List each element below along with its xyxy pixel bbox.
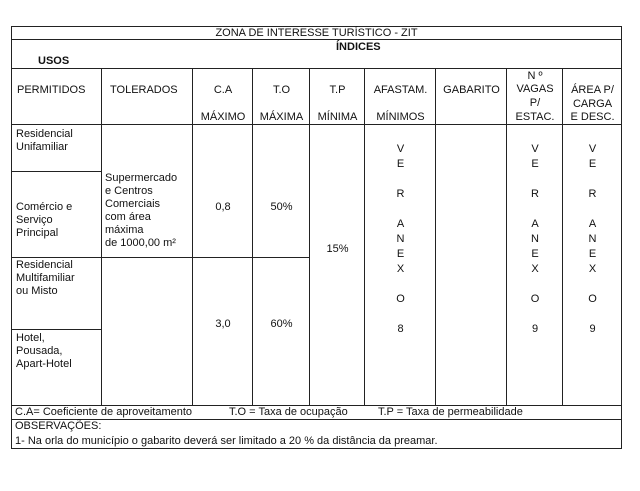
area-letter: A [588,218,597,230]
afastam-letter: A [396,218,405,230]
afastam-vertical-text [365,142,436,337]
header-gabarito: GABARITO [443,84,500,96]
header-area-2: CARGA [572,98,613,110]
legend-tp: T.P = Taxa de permeabilidade [378,406,523,418]
afastam-letter: 8 [397,323,404,335]
afastam-letter: E [396,248,405,260]
area-letter: R [588,188,597,200]
area-letter: 9 [589,323,596,335]
header-area-1: ÁREA P/ [571,84,614,96]
header-permitidos: PERMITIDOS [17,84,86,96]
area-letter [563,277,622,292]
vagas-letter: R [531,188,539,200]
ca-value-1: 0,8 [215,201,231,213]
vagas-letter: N [531,233,539,245]
header-to-sub: MÁXIMA [259,111,304,123]
area-letter: N [588,233,597,245]
header-vagas-3: P/ [529,97,541,109]
observacao-1: 1- Na orla do município o gabarito deverá ser limitado a 20 % da distância da preamar. [15,435,438,447]
to-value-1: 50% [270,201,293,213]
afastam-letter: O [396,293,405,305]
afastam-letter: V [396,143,405,155]
vagas-letter: V [531,143,539,155]
row-line-2 [11,257,309,258]
area-letter: O [588,293,597,305]
afastam-letter [365,277,436,292]
area-letter: X [588,263,597,275]
vagas-letter [507,277,563,292]
tolerados-text: Supermercado e Centros Comerciais com área máxima de 1000,00 m² [105,172,178,249]
row-line-3 [11,329,101,330]
header-afastam-sub: MÍNIMOS [376,111,425,123]
header-afastam: AFASTAM. [373,84,428,96]
header-ca-sub: MÁXIMO [200,111,246,123]
row-hotel-pousada: Hotel, Pousada, Apart-Hotel [16,332,72,370]
vagas-letter: O [530,293,540,305]
area-letter: E [588,248,597,260]
afastam-letter: E [396,158,405,170]
legend-to: T.O = Taxa de ocupação [229,406,348,418]
indices-label: ÍNDICES [336,41,381,53]
header-tp: T.P [329,84,346,96]
ca-value-2: 3,0 [215,318,231,330]
vagas-letter: X [531,263,539,275]
header-to: T.O [272,84,291,96]
header-vagas-2: VAGAS [516,83,554,95]
afastam-letter [365,307,436,322]
header-tolerados: TOLERADOS [110,84,178,96]
afastam-letter: N [396,233,405,245]
row-residencial-unifamiliar: Residencial Unifamiliar [16,128,73,153]
area-letter [563,202,622,217]
header-ca: C.A [213,84,233,96]
afastam-letter: R [396,188,405,200]
area-letter [563,172,622,187]
header-bottom-line [11,124,622,125]
afastam-letter [365,202,436,217]
vagas-letter: A [531,218,539,230]
table-title: ZONA DE INTERESSE TURÍSTICO - ZIT [215,27,418,39]
row-comercio-servico: Comércio e Serviço Principal [16,201,73,239]
vagas-vertical-text [507,142,563,337]
header-top-line [11,68,622,69]
area-letter: E [588,158,597,170]
header-area-3: E DESC. [570,111,615,123]
vagas-letter [507,307,563,322]
header-tp-sub: MÍNIMA [317,111,358,123]
vagas-letter: E [531,158,539,170]
to-value-2: 60% [270,318,293,330]
row-residencial-multifamiliar: Residencial Multifamiliar ou Misto [16,259,75,297]
table-border-left [11,26,12,449]
vagas-letter: 9 [531,323,539,335]
afastam-letter: X [396,263,405,275]
observacoes-label: OBSERVAÇÕES: [15,420,102,432]
row-line-1 [11,171,101,172]
area-letter [563,307,622,322]
vagas-letter [507,202,563,217]
tp-value: 15% [326,243,349,255]
afastam-letter [365,172,436,187]
vagas-letter [507,172,563,187]
header-vagas-1: N º [527,70,543,82]
area-letter: V [588,143,597,155]
legend-ca: C.A= Coeficiente de aproveitamento [15,406,193,418]
header-vagas-4: ESTAC. [515,111,555,123]
area-vertical-text [563,142,622,337]
legend-bottom-line [11,419,622,420]
table-border-bottom [11,448,622,449]
usos-label: USOS [38,55,70,67]
vagas-letter: E [531,248,539,260]
col-divider-1 [101,68,102,405]
